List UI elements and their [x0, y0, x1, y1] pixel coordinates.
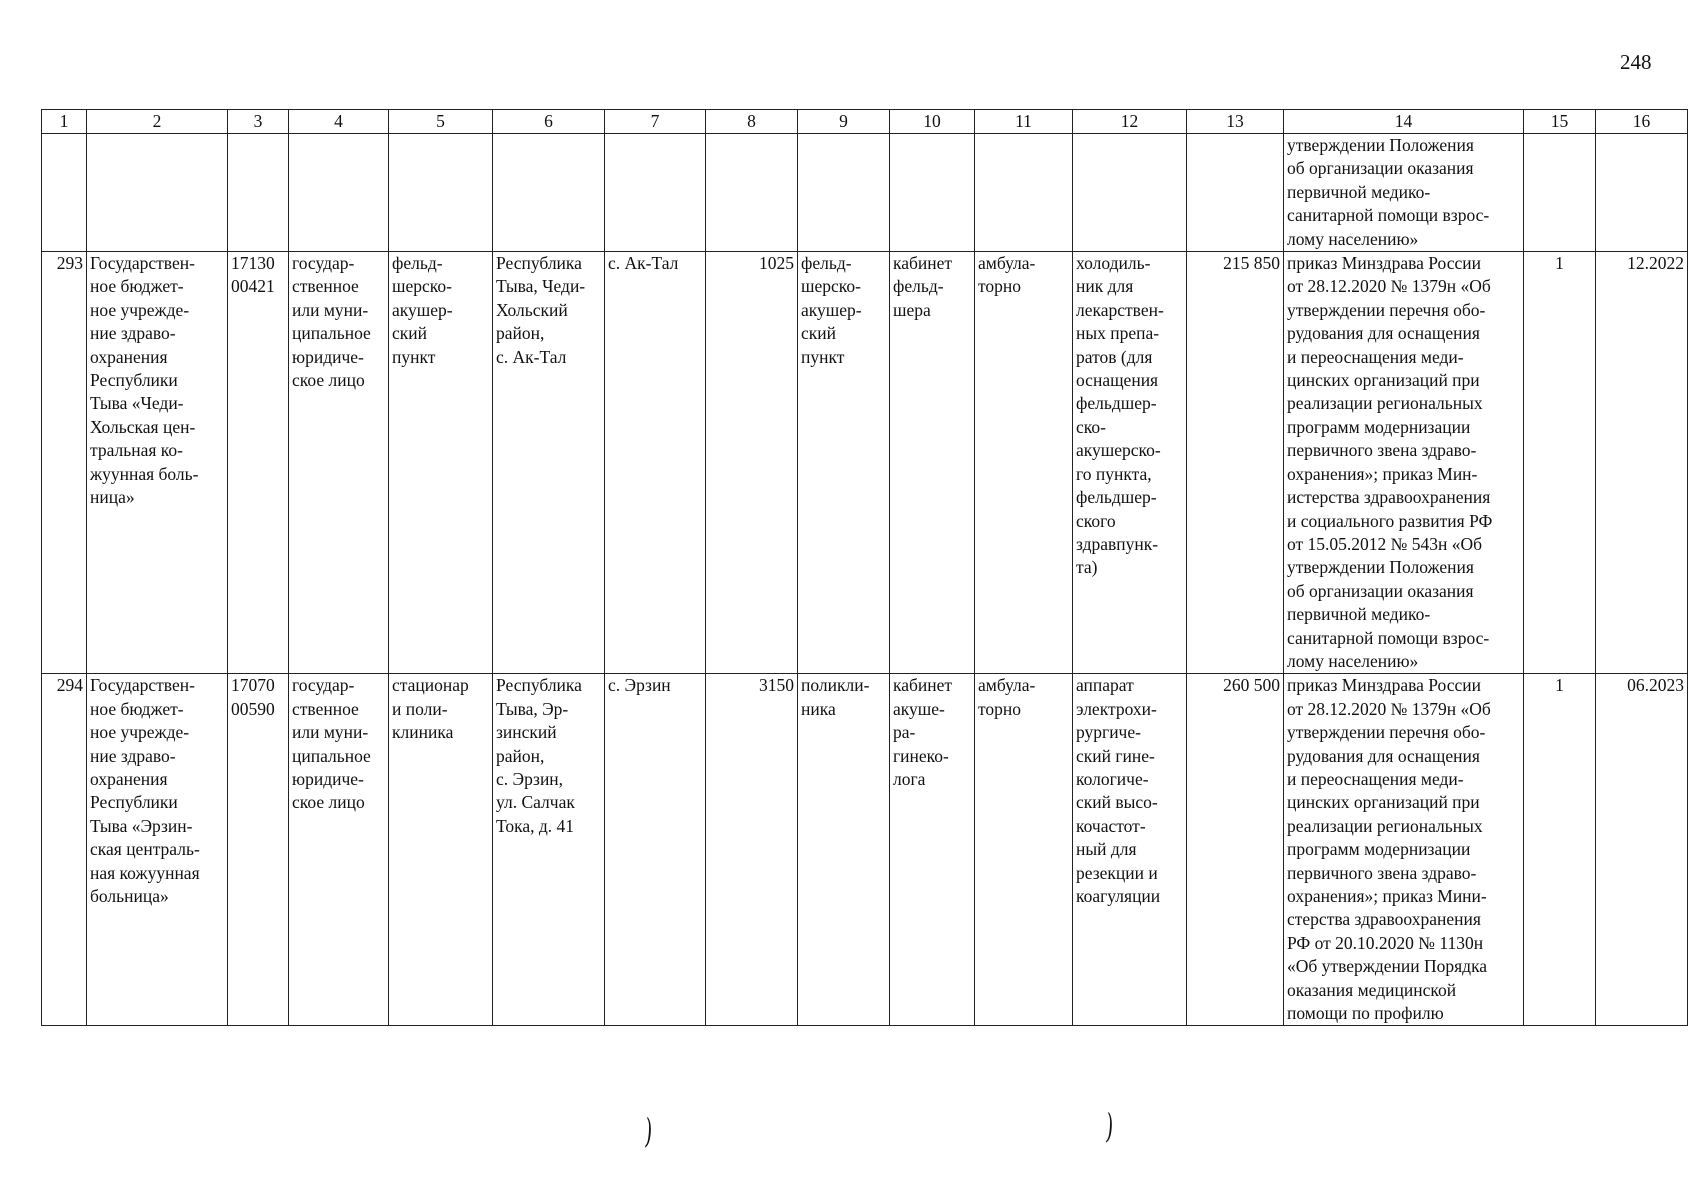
legal-form-cell: государ- ственное или муни- ципальное юридиче- ское лицо [289, 674, 389, 1026]
room-cell: кабинет фельд- шера [890, 252, 975, 674]
row-number-cell: 293 [42, 252, 87, 674]
column-header: 11 [975, 110, 1073, 134]
table-row [42, 674, 1688, 1026]
settlement-cell: с. Эрзин [605, 674, 706, 1026]
legal-form-cell: государ- ственное или муни- ципальное юридиче- ское лицо [289, 252, 389, 674]
column-header: 7 [605, 110, 706, 134]
unit-cell: поликли- ника [798, 674, 890, 1026]
care-mode-cell: амбула- торно [975, 252, 1073, 674]
table-cell [228, 134, 289, 252]
table-cell [42, 134, 87, 252]
date-cell: 06.2023 [1596, 674, 1688, 1026]
population-cell: 1025 [706, 252, 798, 674]
table-cell [1187, 134, 1284, 252]
facility-type-cell: фельд- шерско- акушер- ский пункт [389, 252, 493, 674]
table-cell [87, 134, 228, 252]
column-header: 1 [42, 110, 87, 134]
column-header: 6 [493, 110, 605, 134]
table-cell [493, 134, 605, 252]
scan-mark-left: ) [643, 1111, 654, 1153]
table-cell [706, 134, 798, 252]
table-row [42, 252, 1688, 674]
address-cell: Республика Тыва, Чеди- Хольский район, с. Ак-Тал [493, 252, 605, 674]
organization-cell: Государствен- ное бюджет- ное учрежде- ние здраво- охранения Республики Тыва «Эрзин- ская централь- ная кожуунная больница» [87, 674, 228, 1026]
column-header: 3 [228, 110, 289, 134]
equipment-cell: холодиль- ник для лекарствен- ных препа- ратов (для оснащения фельдшер- ско- акушерско- го пункта, фельдшер- ского здравпунк- та) [1073, 252, 1187, 674]
cost-cell: 260 500 [1187, 674, 1284, 1026]
registry-table [41, 109, 1688, 1026]
address-cell: Республика Тыва, Эр- зинский район, с. Эрзин, ул. Салчак Тока, д. 41 [493, 674, 605, 1026]
table-cell [289, 134, 389, 252]
table-cell [1524, 134, 1596, 252]
scan-mark-right: ) [1104, 1106, 1115, 1148]
cost-cell: 215 850 [1187, 252, 1284, 674]
table-cell [975, 134, 1073, 252]
population-cell: 3150 [706, 674, 798, 1026]
unit-cell: фельд- шерско- акушер- ский пункт [798, 252, 890, 674]
column-header: 9 [798, 110, 890, 134]
code-cell: 17070 00590 [228, 674, 289, 1026]
page-number: 248 [1620, 50, 1652, 74]
quantity-cell: 1 [1524, 674, 1596, 1026]
table-cell [1596, 134, 1688, 252]
column-header: 13 [1187, 110, 1284, 134]
column-header: 16 [1596, 110, 1688, 134]
column-header: 4 [289, 110, 389, 134]
continuation-row [42, 134, 1688, 252]
row-number-cell: 294 [42, 674, 87, 1026]
table-cell [798, 134, 890, 252]
quantity-cell: 1 [1524, 252, 1596, 674]
column-header: 10 [890, 110, 975, 134]
column-header: 2 [87, 110, 228, 134]
column-header: 8 [706, 110, 798, 134]
column-header: 15 [1524, 110, 1596, 134]
organization-cell: Государствен- ное бюджет- ное учрежде- ние здраво- охранения Республики Тыва «Чеди- Хольская цен- тральная ко- жуунная боль- ница» [87, 252, 228, 674]
table-cell [605, 134, 706, 252]
room-cell: кабинет акуше- ра- гинеко- лога [890, 674, 975, 1026]
settlement-cell: с. Ак-Тал [605, 252, 706, 674]
facility-type-cell: стационар и поли- клиника [389, 674, 493, 1026]
legal-basis-cell: утверждении Положения об организации оказания первичной медико- санитарной помощи взрос- лому населению» [1284, 134, 1524, 252]
care-mode-cell: амбула- торно [975, 674, 1073, 1026]
table-cell [1073, 134, 1187, 252]
code-cell: 17130 00421 [228, 252, 289, 674]
table-cell [890, 134, 975, 252]
legal-basis-cell: приказ Минздрава России от 28.12.2020 № 1379н «Об утверждении перечня обо- рудования для оснащения и переоснащения меди- цинских организаций при реализации региональных программ модернизации первичного звена здраво- охранения»; приказ Мин- истерства здравоохранения и социального развития РФ от 15.05.2012 № 543н «Об утверждении Положения об организации оказания первичной медико- санитарной помощи взрос- лому населению» [1284, 252, 1524, 674]
column-header: 5 [389, 110, 493, 134]
date-cell: 12.2022 [1596, 252, 1688, 674]
column-header: 12 [1073, 110, 1187, 134]
table-cell [389, 134, 493, 252]
column-header: 14 [1284, 110, 1524, 134]
legal-basis-cell: приказ Минздрава России от 28.12.2020 № 1379н «Об утверждении перечня обо- рудования для оснащения и переоснащения меди- цинских организаций при реализации региональных программ модернизации первичного звена здраво- охранения»; приказ Мини- стерства здравоохранения РФ от 20.10.2020 № 1130н «Об утверждении Порядка оказания медицинской помощи по профилю [1284, 674, 1524, 1026]
column-number-header-row [42, 110, 1688, 134]
equipment-cell: аппарат электрохи- рургиче- ский гине- кологиче- ский высо- кочастот- ный для резекции и коагуляции [1073, 674, 1187, 1026]
